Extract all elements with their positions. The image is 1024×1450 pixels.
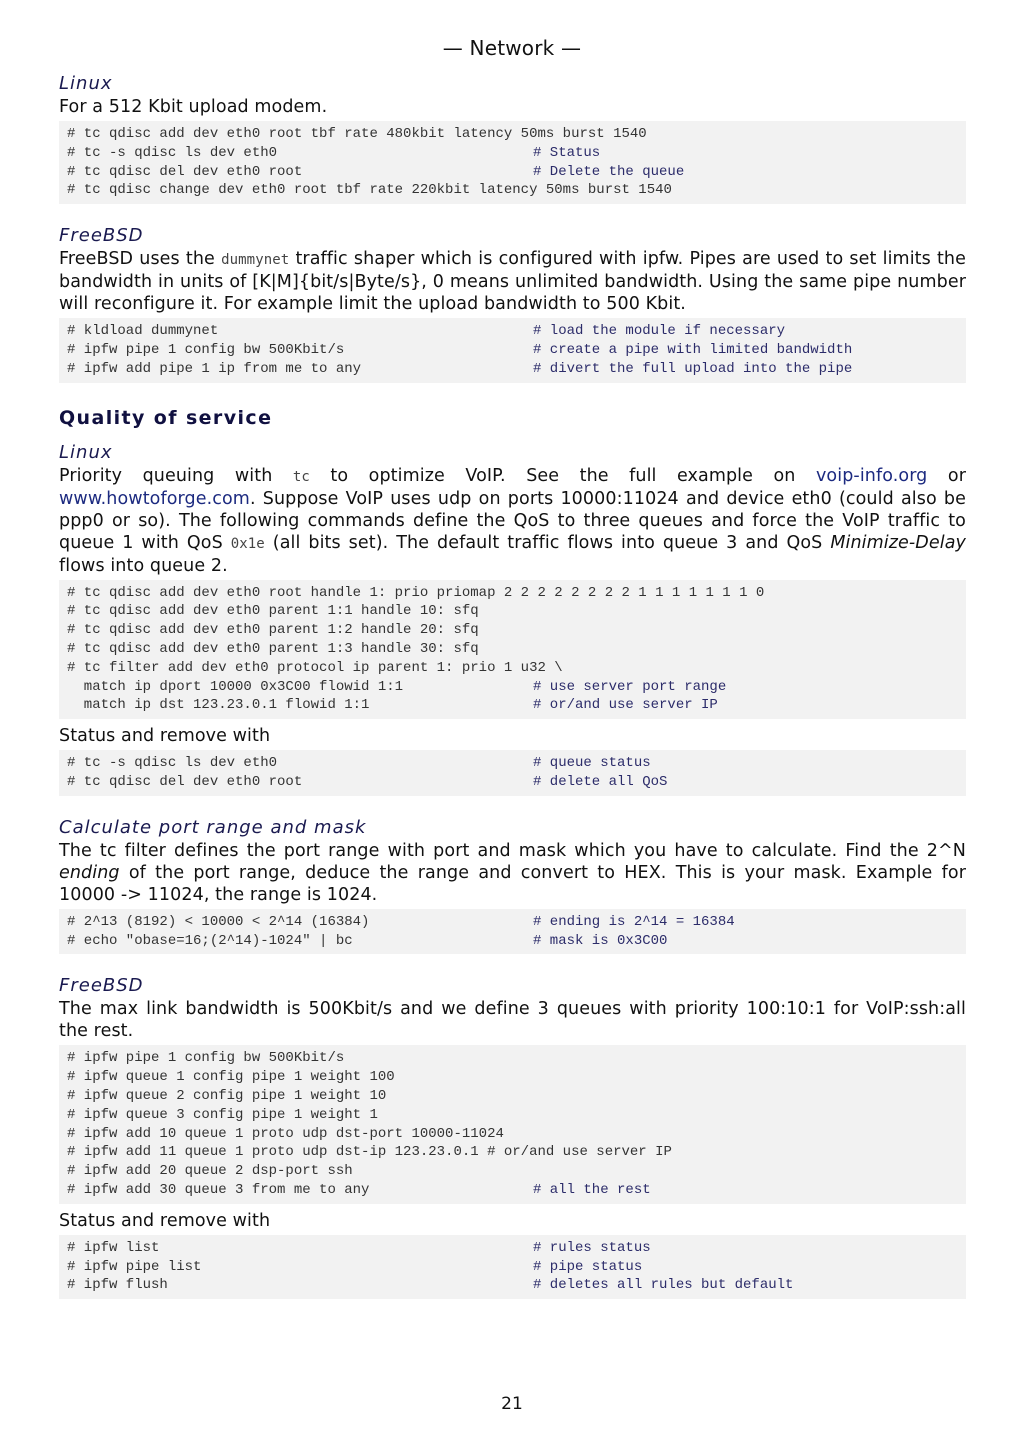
code-line [67,584,958,603]
code-comment: # Status [533,144,601,161]
text-run: (all bits set). The default traffic flows into queue 3 and QoS [264,532,831,553]
code-block [59,1045,966,1203]
code-line [67,754,958,773]
code-command: # ipfw list [67,1239,160,1256]
code-line [67,1239,958,1258]
text-run: traffic shaper which is configured with ipfw. Pipes are used to set limits the bandwidth in units of [K|M]{bit/s|Byte/s}, 0 means unlimited bandwidth. Using the same pipe number will reconfigure it. For example limit the upload bandwidth to 500 Kbit. [59,249,966,315]
code-line [67,1087,958,1106]
text-run: or [927,465,966,486]
code-comment: # delete all QoS [533,773,668,790]
code-command: # tc qdisc add dev eth0 parent 1:3 handle 30: sfq [67,640,479,657]
inline-code: 0x1e [230,535,265,552]
code-command: # tc qdisc add dev eth0 root tbf rate 480kbit latency 50ms burst 1540 [67,126,647,142]
subsection-title-freebsd: FreeBSD [59,975,144,997]
link-voip-info[interactable]: voip-info.org [815,465,928,486]
code-line [67,1106,958,1125]
code-line [67,1068,958,1087]
code-line [67,773,958,792]
code-comment: # Delete the queue [533,163,685,180]
emphasis: Minimize-Delay [830,532,966,553]
code-command: # tc qdisc del dev eth0 root [67,773,303,790]
code-block [59,909,966,955]
code-command: # ipfw pipe 1 config bw 500Kbit/s [67,341,345,358]
text-run: Priority queuing with [59,465,293,486]
inline-code: dummynet [221,252,290,269]
code-line [67,602,958,621]
paragraph [59,840,966,906]
code-block [59,580,966,720]
code-command: # ipfw add pipe 1 ip from me to any [67,360,362,377]
code-comment: # create a pipe with limited bandwidth [533,341,853,358]
code-comment: # pipe status [533,1258,643,1275]
code-line [67,322,958,341]
code-line [67,341,958,360]
code-line [67,1162,958,1181]
code-command: # ipfw pipe list [67,1258,202,1275]
code-command: # ipfw add 30 queue 3 from me to any [67,1181,370,1198]
paragraph: For a 512 Kbit upload modem. [59,97,328,117]
code-command: # kldload dummynet [67,323,219,340]
code-command: # ipfw add 11 queue 1 proto udp dst-ip 123.23.0.1 # or/and use server IP [67,1144,672,1161]
code-command: # ipfw add 20 queue 2 dsp-port ssh [67,1163,353,1180]
code-line [67,659,958,678]
code-block [59,121,966,204]
code-line [67,181,958,200]
code-command: # tc qdisc change dev eth0 root tbf rate 220kbit latency 50ms burst 1540 [67,182,672,199]
text-run: of the port range, deduce the range and convert to HEX. This is your mask. Example for 10000 -> 11024, the range is 1024. [59,862,966,905]
code-line [67,1049,958,1068]
code-command: match ip dport 10000 0x3C00 flowid 1:1 [67,678,404,695]
code-block [59,318,966,382]
code-command: # tc qdisc add dev eth0 parent 1:2 handle 20: sfq [67,622,479,639]
code-block [59,750,966,796]
code-command: # tc qdisc del dev eth0 root [67,163,303,180]
link-howtoforge[interactable]: www.howtoforge.com [59,488,250,509]
code-block [59,1235,966,1299]
code-comment: # queue status [533,755,651,772]
code-line [67,1276,958,1295]
text-run: flows into queue 2. [59,555,228,576]
code-command: match ip dst 123.23.0.1 flowid 1:1 [67,697,370,714]
code-line [67,678,958,697]
code-line [67,144,958,163]
paragraph: Status and remove with [59,726,271,747]
code-line [67,360,958,379]
code-line [67,163,958,182]
code-comment: # divert the full upload into the pipe [533,360,853,377]
code-command: # tc qdisc add dev eth0 root handle 1: prio priomap 2 2 2 2 2 2 2 2 1 1 1 1 1 1 1 0 [67,584,765,601]
text-run: FreeBSD uses the [59,249,222,270]
code-command: # tc qdisc add dev eth0 parent 1:1 handle 10: sfq [67,603,479,620]
code-line [67,696,958,715]
code-line [67,1143,958,1162]
code-command: # echo "obase=16;(2^14)-1024" | bc [67,932,353,949]
code-command: # ipfw flush [67,1277,168,1294]
code-command: # ipfw add 10 queue 1 proto udp dst-port 10000-11024 [67,1125,504,1142]
code-command: # ipfw pipe 1 config bw 500Kbit/s [67,1050,345,1067]
subsection-title-freebsd: FreeBSD [59,225,144,247]
text-run: to optimize VoIP. See the full example on [309,465,816,486]
page-number: 21 [501,1394,523,1414]
code-command: # tc -s qdisc ls dev eth0 [67,144,278,161]
code-comment: # load the module if necessary [533,323,786,340]
code-line [67,1181,958,1200]
subsection-title-port-range: Calculate port range and mask [59,816,367,838]
text-run: The tc filter defines the port range with port and mask which you have to calculate. Find the 2^N [59,840,966,861]
code-command: # tc -s qdisc ls dev eth0 [67,755,278,772]
paragraph: The max link bandwidth is 500Kbit/s and we define 3 queues with priority 100:10:1 for VoIP:ssh:all the rest. [59,999,966,1042]
code-command: # 2^13 (8192) < 10000 < 2^14 (16384) [67,913,370,930]
emphasis: ending [59,862,120,883]
code-command: # ipfw queue 3 config pipe 1 weight 1 [67,1106,378,1123]
code-comment: # or/and use server IP [533,697,718,714]
code-line [67,621,958,640]
code-line [67,932,958,951]
paragraph: Status and remove with [59,1210,271,1231]
code-comment: # use server port range [533,678,727,695]
code-comment: # rules status [533,1239,651,1256]
inline-code: tc [292,468,310,485]
code-comment: # deletes all rules but default [533,1277,794,1294]
paragraph [59,248,966,315]
code-command: # ipfw queue 2 config pipe 1 weight 10 [67,1087,387,1104]
code-line [67,1258,958,1277]
subsection-title-linux: Linux [59,441,113,463]
section-heading: Quality of service [59,406,273,429]
code-line [67,125,958,144]
running-head: — Network — [442,36,582,60]
code-line [67,913,958,932]
text-run: . Suppose VoIP uses udp on ports 10000:11024 and device eth0 (could also be ppp0 or so). The following commands define the QoS to three queues and force the VoIP traffic to queue 1 with QoS [59,488,966,553]
code-line [67,1125,958,1144]
code-line [67,640,958,659]
code-comment: # all the rest [533,1181,651,1198]
code-command: # tc filter add dev eth0 protocol ip parent 1: prio 1 u32 \ [67,659,563,676]
code-comment: # mask is 0x3C00 [533,932,668,949]
page-content [59,72,966,1299]
paragraph [59,465,966,577]
code-command: # ipfw queue 1 config pipe 1 weight 100 [67,1069,395,1086]
subsection-title-linux: Linux [59,73,113,94]
code-comment: # ending is 2^14 = 16384 [533,913,735,930]
